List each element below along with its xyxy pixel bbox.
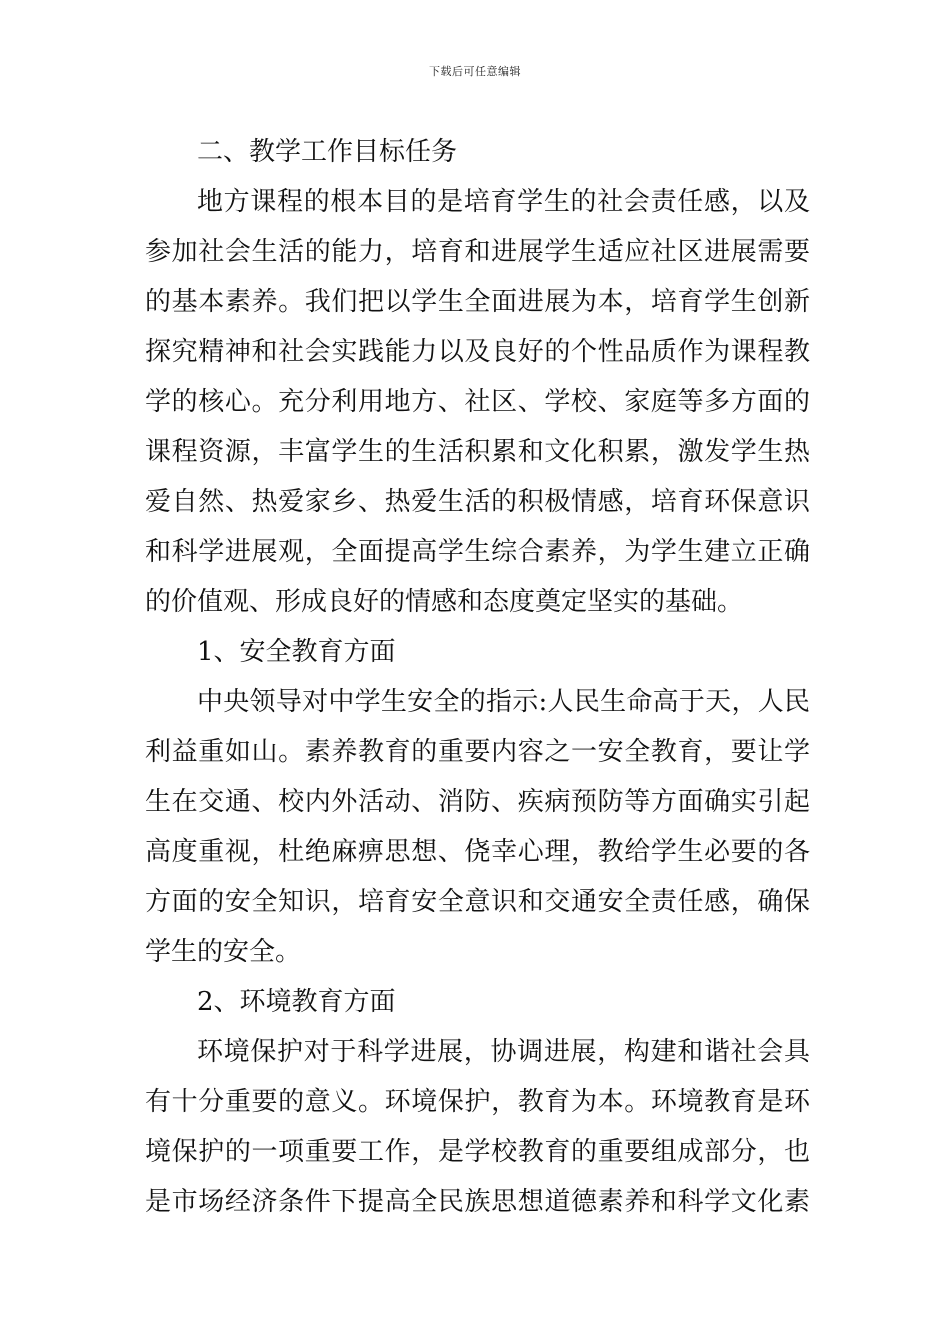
paragraph-line: 的基本素养。我们把以学生全面进展为本，培育学生创新 [145,287,810,317]
paragraph-line: 有十分重要的意义。环境保护，教育为本。环境教育是环 [145,1087,810,1117]
paragraph-line: 方面的安全知识，培育安全意识和交通安全责任感，确保 [145,887,810,917]
section-heading-goals: 二、教学工作目标任务 [197,137,458,167]
paragraph-line: 中央领导对中学生安全的指示:人民生命高于天，人民 [197,687,810,717]
section-heading-environment: 2、环境教育方面 [197,987,396,1017]
paragraph-line: 学的核心。充分利用地方、社区、学校、家庭等多方面的 [145,387,810,417]
paragraph-line: 境保护的一项重要工作，是学校教育的重要组成部分，也 [145,1137,810,1167]
paragraph-line: 是市场经济条件下提高全民族思想道德素养和科学文化素 [145,1187,810,1217]
paragraph-line: 探究精神和社会实践能力以及良好的个性品质作为课程教 [145,337,810,367]
paragraph-line: 地方课程的根本目的是培育学生的社会责任感，以及 [197,187,810,217]
document-body [145,127,810,1227]
paragraph-line: 课程资源，丰富学生的生活积累和文化积累，激发学生热 [145,437,810,467]
paragraph-line: 参加社会生活的能力，培育和进展学生适应社区进展需要 [145,237,810,267]
paragraph-line: 环境保护对于科学进展，协调进展，构建和谐社会具 [197,1037,810,1067]
paragraph-line: 生在交通、校内外活动、消防、疾病预防等方面确实引起 [145,787,810,817]
paragraph-line: 爱自然、热爱家乡、热爱生活的积极情感，培育环保意识 [145,487,810,517]
paragraph-line: 和科学进展观，全面提高学生综合素养，为学生建立正确 [145,537,810,567]
paragraph-line: 利益重如山。素养教育的重要内容之一安全教育，要让学 [145,737,810,767]
paragraph-line: 学生的安全。 [145,937,302,967]
download-note: 下载后可任意编辑 [429,65,521,78]
paragraph-line: 的价值观、形成良好的情感和态度奠定坚实的基础。 [145,587,744,617]
section-heading-safety: 1、安全教育方面 [197,637,396,667]
paragraph-line: 高度重视，杜绝麻痹思想、侥幸心理，教给学生必要的各 [145,837,810,867]
